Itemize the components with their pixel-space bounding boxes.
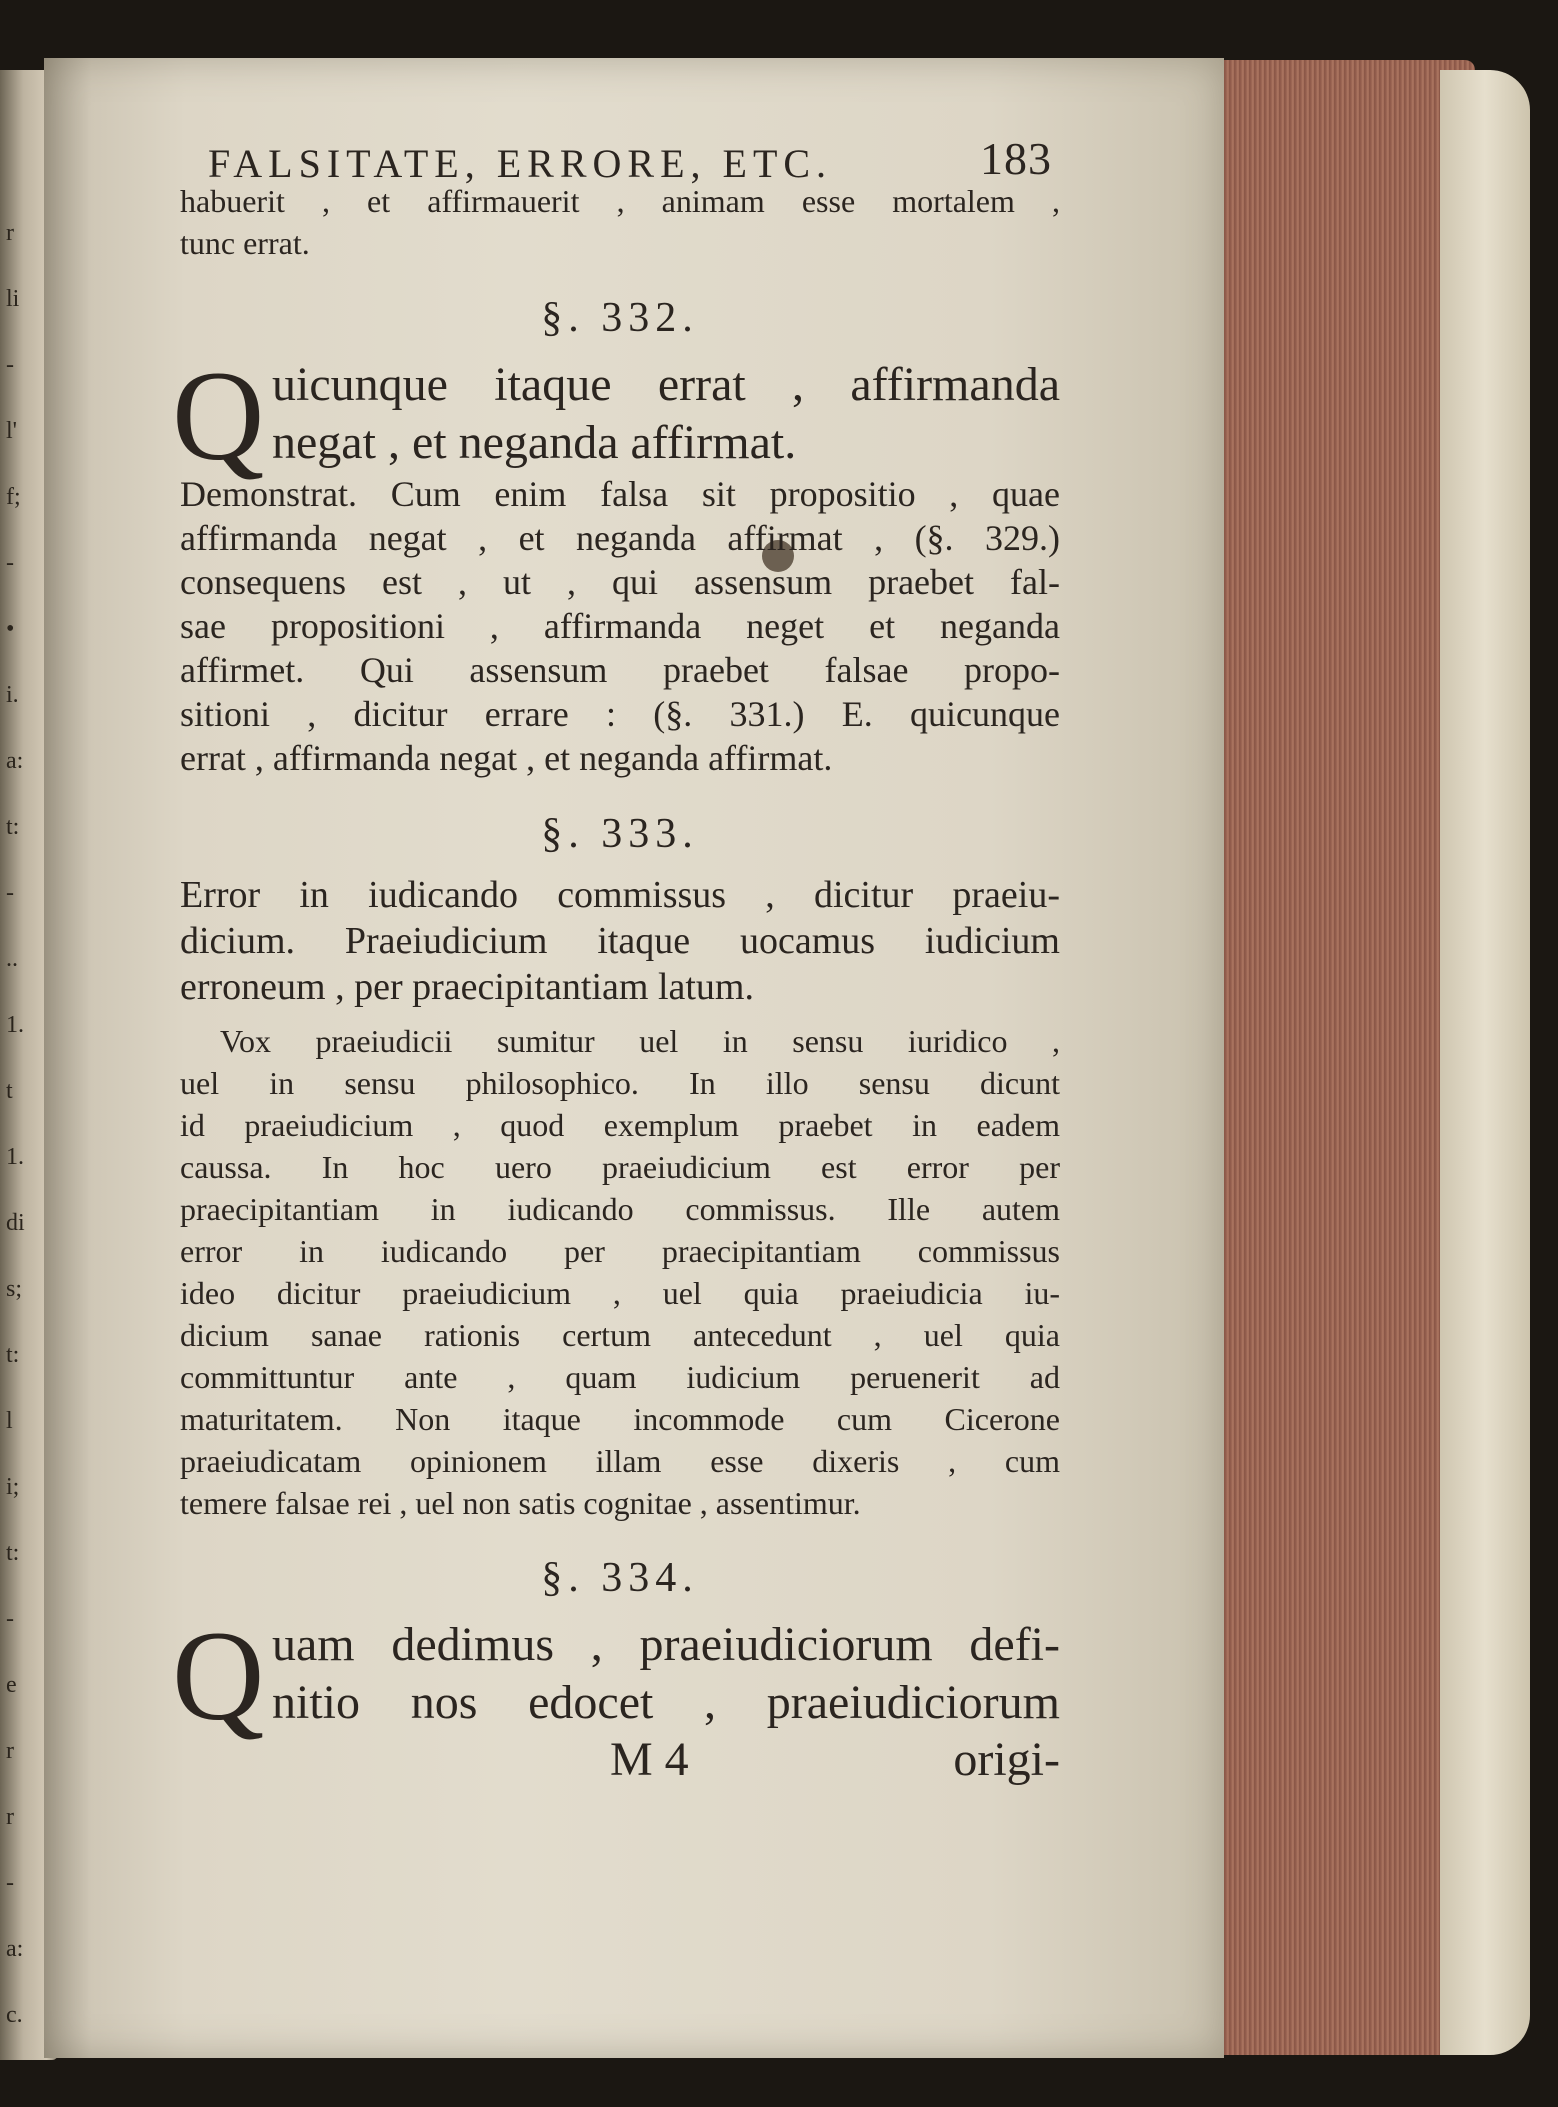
text-line: Error in iudicando commissus , dicitur praeiu-	[180, 874, 1060, 916]
text-line: errat , affirmanda negat , et neganda affirmat.	[180, 738, 833, 778]
text-line: Demonstrat. Cum enim falsa sit propositio , quae	[180, 474, 1060, 514]
text-line: id praeiudicium , quod exemplum praebet in eadem	[180, 1107, 1060, 1143]
left-page-glyph: t:	[6, 1342, 20, 1368]
left-page-glyph: t	[6, 1078, 13, 1104]
text-line: tunc errat.	[180, 225, 310, 261]
left-page-glyph: r	[6, 1804, 14, 1830]
left-page-glyph: -	[6, 880, 14, 906]
left-page-glyph: s;	[6, 1276, 23, 1302]
left-page-glyph: -	[6, 1870, 14, 1896]
page-number: 183	[980, 133, 1052, 184]
text-line: ideo dicitur praeiudicium , uel quia praeiudicia iu-	[180, 1275, 1060, 1311]
text-line: sitioni , dicitur errare : (§. 331.) E. quicunque	[180, 694, 1060, 734]
section-number: §. 332.	[541, 295, 699, 341]
text-line: uel in sensu philosophico. In illo sensu dicunt	[180, 1065, 1060, 1101]
left-page-glyph: l	[6, 1408, 13, 1434]
text-line: temere falsae rei , uel non satis cognitae , assentimur.	[180, 1485, 861, 1521]
left-page-glyph: 1.	[6, 1144, 24, 1170]
left-page-glyph: r	[6, 220, 14, 246]
left-page-glyph: t:	[6, 814, 20, 840]
book-cover	[1440, 70, 1530, 2055]
page-footer	[180, 1732, 1060, 1802]
signature-mark: M 4	[610, 1733, 689, 1786]
text-line: maturitatem. Non itaque incommode cum Cicerone	[180, 1401, 1060, 1437]
left-page-glyph: f;	[6, 484, 21, 510]
left-page-glyph: a:	[6, 748, 24, 774]
thesis-line: nitio nos edocet , praeiudiciorum	[272, 1676, 1060, 1729]
thesis-line: uicunque itaque errat , affirmanda	[272, 358, 1060, 411]
left-page-glyph: t:	[6, 1540, 20, 1566]
thesis-332	[172, 345, 1060, 487]
text-line: caussa. In hoc uero praeiudicium est error per	[180, 1149, 1060, 1185]
intro-paragraph	[180, 180, 1060, 264]
left-page-glyph: li	[6, 286, 20, 312]
left-page-glyph: e	[6, 1672, 17, 1698]
left-page-glyph: l'	[6, 418, 17, 444]
definition-paragraph	[180, 872, 1060, 1010]
left-page-glyph: -	[6, 550, 14, 576]
demonstration-paragraph	[180, 472, 1060, 780]
section-number: §. 334.	[541, 1555, 699, 1601]
thesis-334	[172, 1605, 1060, 1747]
left-page-glyph: i;	[6, 1474, 20, 1500]
left-page-glyph: r	[6, 1738, 14, 1764]
drop-cap: Q	[172, 1605, 265, 1747]
text-line: dicium sanae rationis certum antecedunt , uel quia	[180, 1317, 1060, 1353]
left-page-glyph: 1.	[6, 1012, 24, 1038]
text-line: praecipitantiam in iudicando commissus. Ille autem	[180, 1191, 1060, 1227]
text-line: dicium. Praeiudicium itaque uocamus iudicium	[180, 920, 1060, 962]
thesis-line: uam dedimus , praeiudiciorum defi-	[272, 1618, 1060, 1671]
text-line: habuerit , et affirmauerit , animam esse mortalem ,	[180, 183, 1060, 219]
running-head-title: FALSITATE, ERRORE, ETC.	[208, 141, 833, 186]
drop-cap: Q	[172, 345, 265, 487]
text-line: Vox praeiudicii sumitur uel in sensu iuridico ,	[220, 1023, 1060, 1059]
left-page-glyph: i.	[6, 682, 19, 708]
left-page-glyph: •	[6, 616, 15, 642]
note-paragraph	[180, 1020, 1060, 1524]
text-line: affirmanda negat , et neganda affirmat , (§. 329.)	[180, 518, 1060, 558]
left-page-glyph: -	[6, 1606, 14, 1632]
text-line: erroneum , per praecipitantiam latum.	[180, 966, 754, 1008]
text-line: praeiudicatam opinionem illam esse dixeris , cum	[180, 1443, 1060, 1479]
left-page-glyph: a:	[6, 1936, 24, 1962]
running-head	[180, 110, 1060, 186]
thesis-line: negat , et neganda affirmat.	[272, 416, 797, 469]
text-line: consequens est , ut , qui assensum praebet fal-	[180, 562, 1060, 602]
left-page-glyph: di	[6, 1210, 25, 1236]
text-line: committuntur ante , quam iudicium peruenerit ad	[180, 1359, 1060, 1395]
text-line: sae propositioni , affirmanda neget et neganda	[180, 606, 1060, 646]
page-text	[172, 110, 1060, 1802]
left-page-glyph: c.	[6, 2002, 23, 2028]
left-page-glyph: ..	[6, 946, 18, 972]
catchword: origi-	[953, 1733, 1060, 1786]
page-edges	[1205, 60, 1475, 2055]
section-number: §. 333.	[541, 811, 699, 857]
text-line: affirmet. Qui assensum praebet falsae propo-	[180, 650, 1060, 690]
left-page-glyph: -	[6, 352, 14, 378]
text-line: error in iudicando per praecipitantiam commissus	[180, 1233, 1060, 1269]
